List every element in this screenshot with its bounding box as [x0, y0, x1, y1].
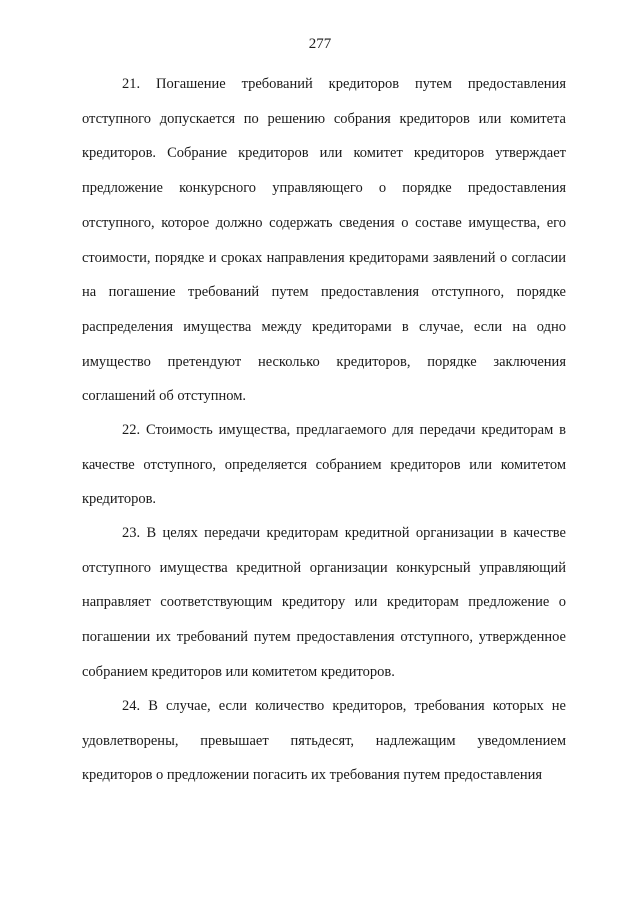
paragraph-22: 22. Стоимость имущества, предлагаемого для передачи кредиторам в качестве отступного, определяется собранием кредиторов или комитетом кредиторов.	[82, 422, 566, 508]
paragraph-24: 24. В случае, если количество кредиторов, требования которых не удовлетворены, превышает пятьдесят, надлежащим уведомлением кредиторов о предложении погасить их требования путем предоставления	[82, 698, 566, 784]
paragraph-21: 21. Погашение требований кредиторов путем предоставления отступного допускается по решению собрания кредиторов или комитета кредиторов. Собрание кредиторов или комитет кредиторов утверждает предложение конкурсного управляющего о порядке предоставления отступного, которое должно содержать сведения о составе имущества, его стоимости, порядке и сроках направления кредиторами заявлений о согласии на погашение требований путем предоставления отступного, порядке распределения имущества между кредиторами в случае, если на одно имущество претендуют несколько кредиторов, порядке заключения соглашений об отступном.	[82, 76, 566, 405]
page-number: 277	[308, 36, 332, 52]
paragraph-23: 23. В целях передачи кредиторам кредитной организации в качестве отступного имущества кредитной организации конкурсный управляющий направляет соответствующим кредитору или кредиторам предложение о погашении их требований путем предоставления отступного, утвержденное собранием кредиторов или комитетом кредиторов.	[82, 525, 566, 680]
